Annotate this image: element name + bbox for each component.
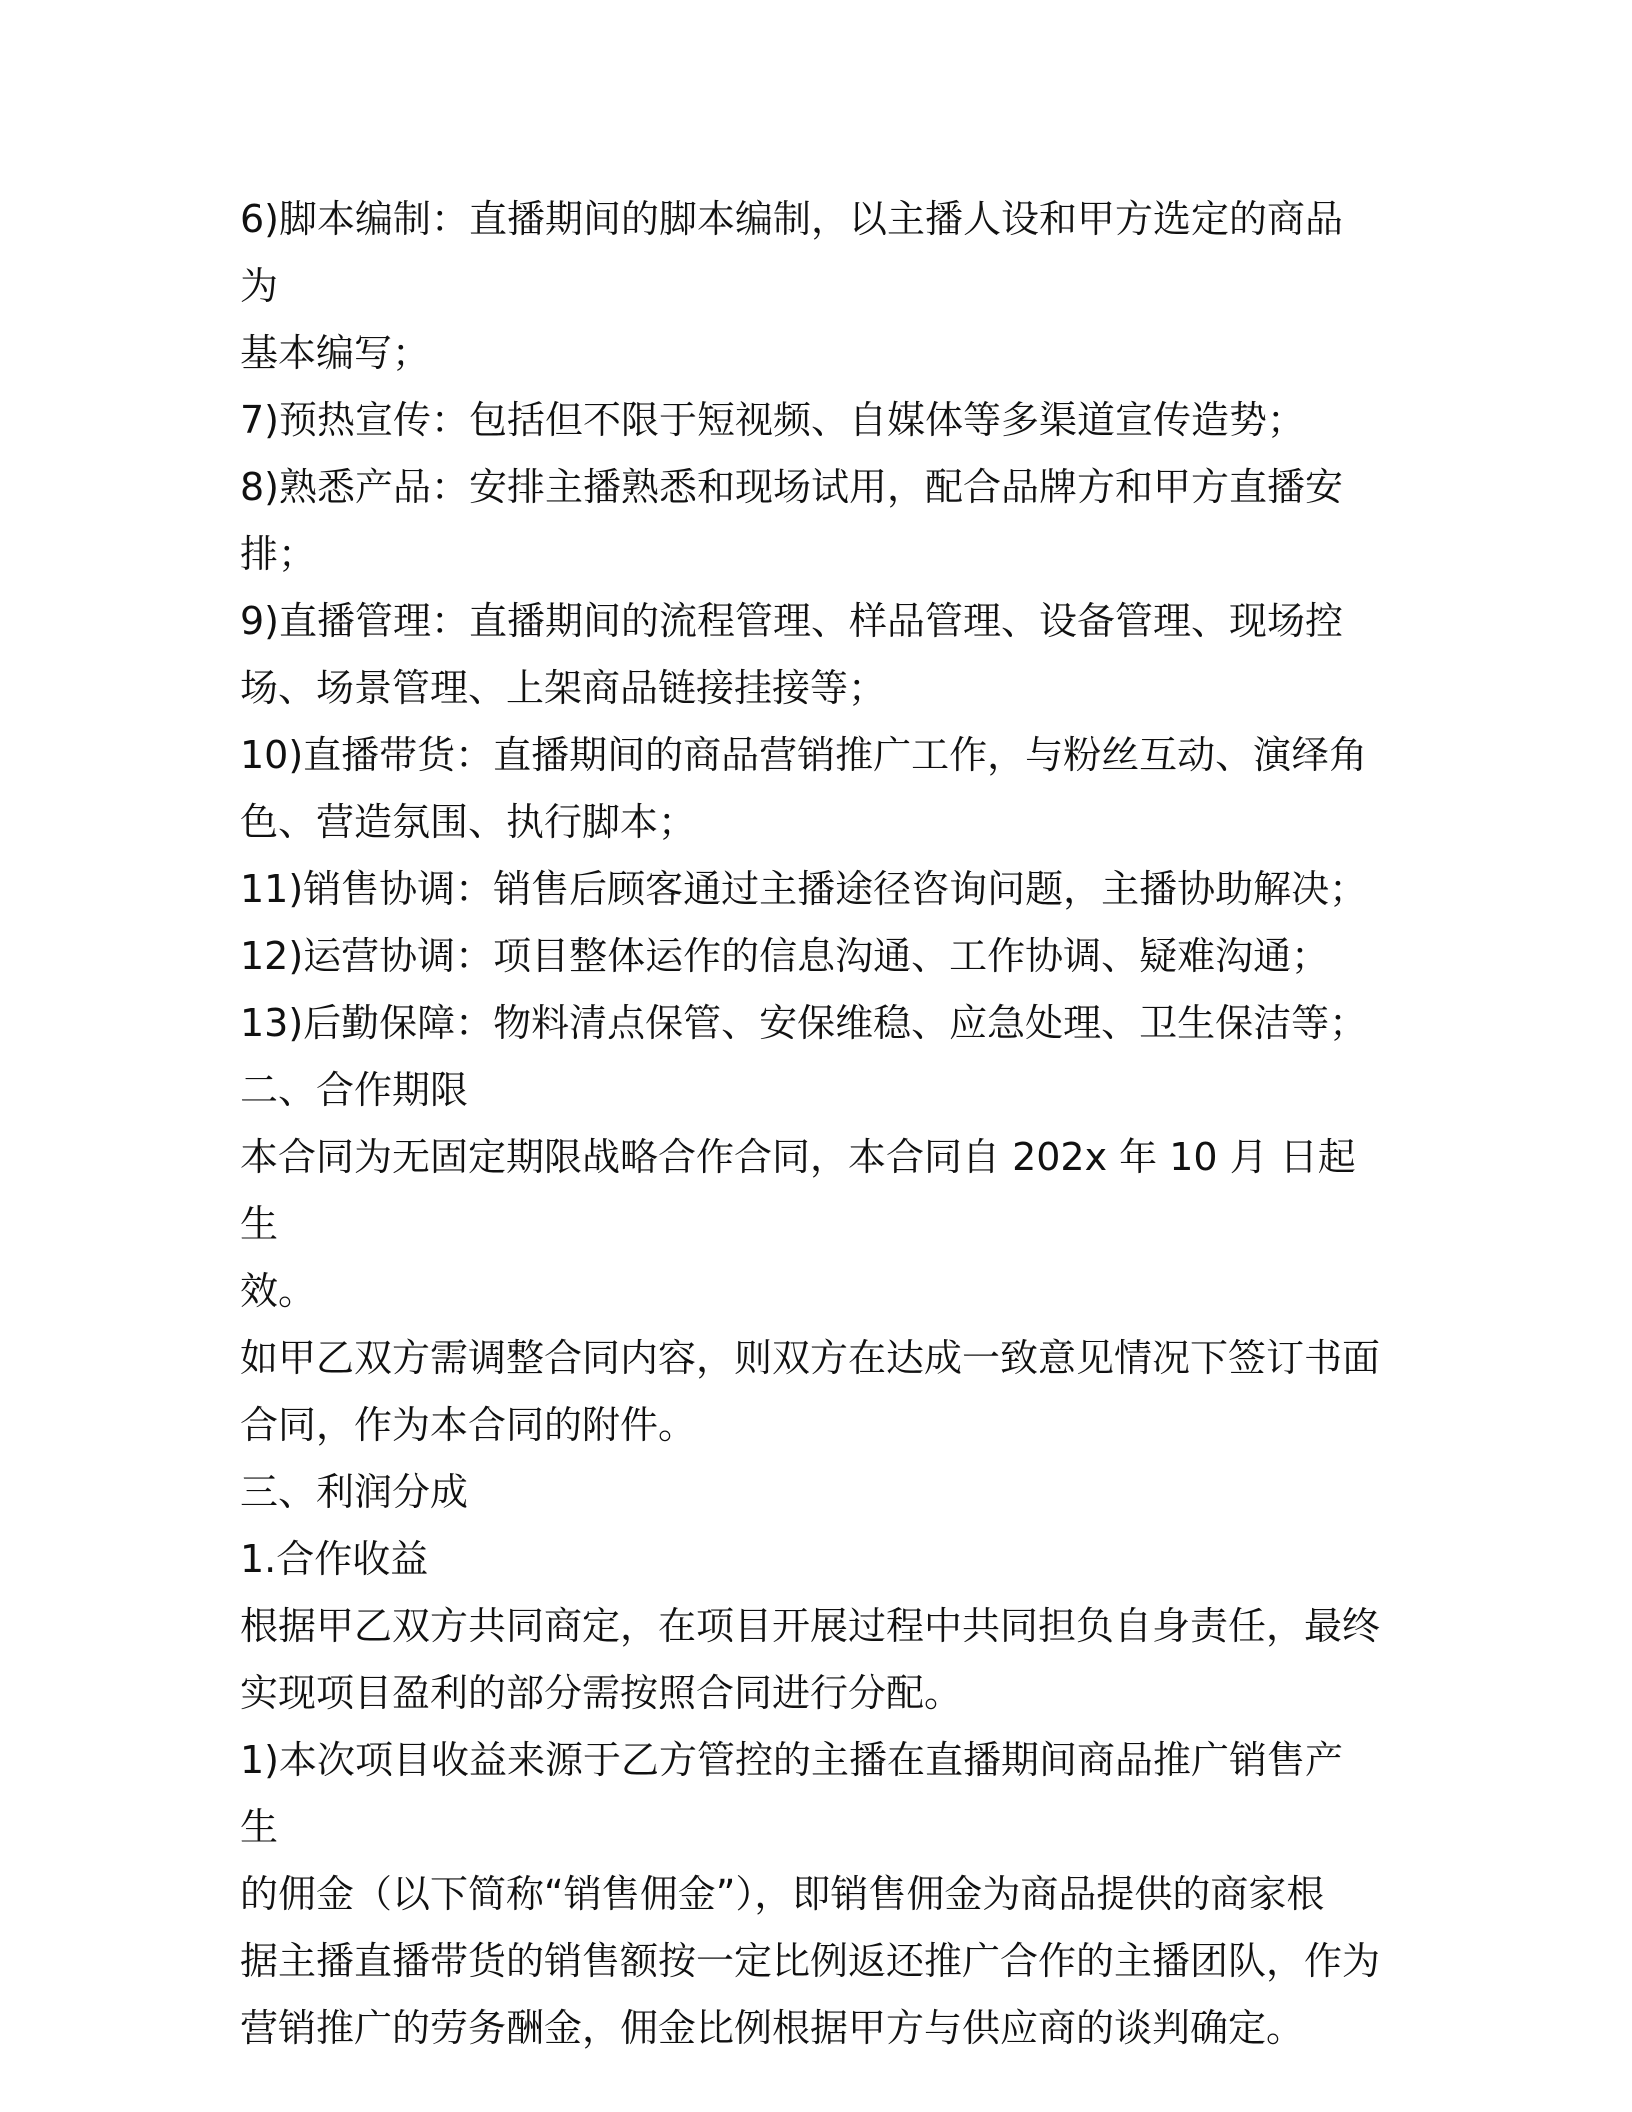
subsection-heading: 1.合作收益 [240, 1537, 429, 1581]
text-line: 效。 [240, 1269, 317, 1313]
text-line: 13)后勤保障：物料清点保管、安保维稳、应急处理、卫生保洁等； [240, 1001, 1368, 1045]
text-line: 12)运营协调：项目整体运作的信息沟通、工作协调、疑难沟通； [240, 934, 1330, 978]
text-line: 场、场景管理、上架商品链接挂接等； [240, 666, 887, 710]
text-line: 的佣金（以下简称“销售佣金”），即销售佣金为商品提供的商家根 [240, 1872, 1325, 1916]
text-line: 10)直播带货：直播期间的商品营销推广工作，与粉丝互动、演绎角 [240, 733, 1368, 777]
section-heading: 三、利润分成 [240, 1470, 469, 1514]
text-line: 8)熟悉产品：安排主播熟悉和现场试用，配合品牌方和甲方直播安 [240, 465, 1344, 509]
text-line: 基本编写； [240, 331, 431, 375]
text-line: 色、营造氛围、执行脚本； [240, 800, 697, 844]
text-line: 根据甲乙双方共同商定，在项目开展过程中共同担负自身责任，最终 [240, 1604, 1381, 1648]
text-line: 1)本次项目收益来源于乙方管控的主播在直播期间商品推广销售产生 [240, 1738, 1344, 1849]
text-line: 7)预热宣传：包括但不限于短视频、自媒体等多渠道宣传造势； [240, 398, 1306, 442]
section-heading: 二、合作期限 [240, 1068, 469, 1112]
text-line: 据主播直播带货的销售额按一定比例返还推广合作的主播团队，作为 [240, 1939, 1381, 1983]
document-body [240, 186, 1380, 2062]
text-line: 实现项目盈利的部分需按照合同进行分配。 [240, 1671, 963, 1715]
text-line: 9)直播管理：直播期间的流程管理、样品管理、设备管理、现场控 [240, 599, 1344, 643]
text-line: 合同，作为本合同的附件。 [240, 1403, 697, 1447]
text-line: 营销推广的劳务酬金，佣金比例根据甲方与供应商的谈判确定。 [240, 2006, 1305, 2050]
text-line: 如甲乙双方需调整合同内容，则双方在达成一致意见情况下签订书面 [240, 1336, 1381, 1380]
text-line: 本合同为无固定期限战略合作合同，本合同自 202x 年 10 月 日起生 [240, 1135, 1356, 1246]
text-line: 11)销售协调：销售后顾客通过主播途径咨询问题，主播协助解决； [240, 867, 1368, 911]
text-line: 排； [240, 532, 317, 576]
text-line: 6)脚本编制：直播期间的脚本编制，以主播人设和甲方选定的商品为 [240, 197, 1344, 308]
